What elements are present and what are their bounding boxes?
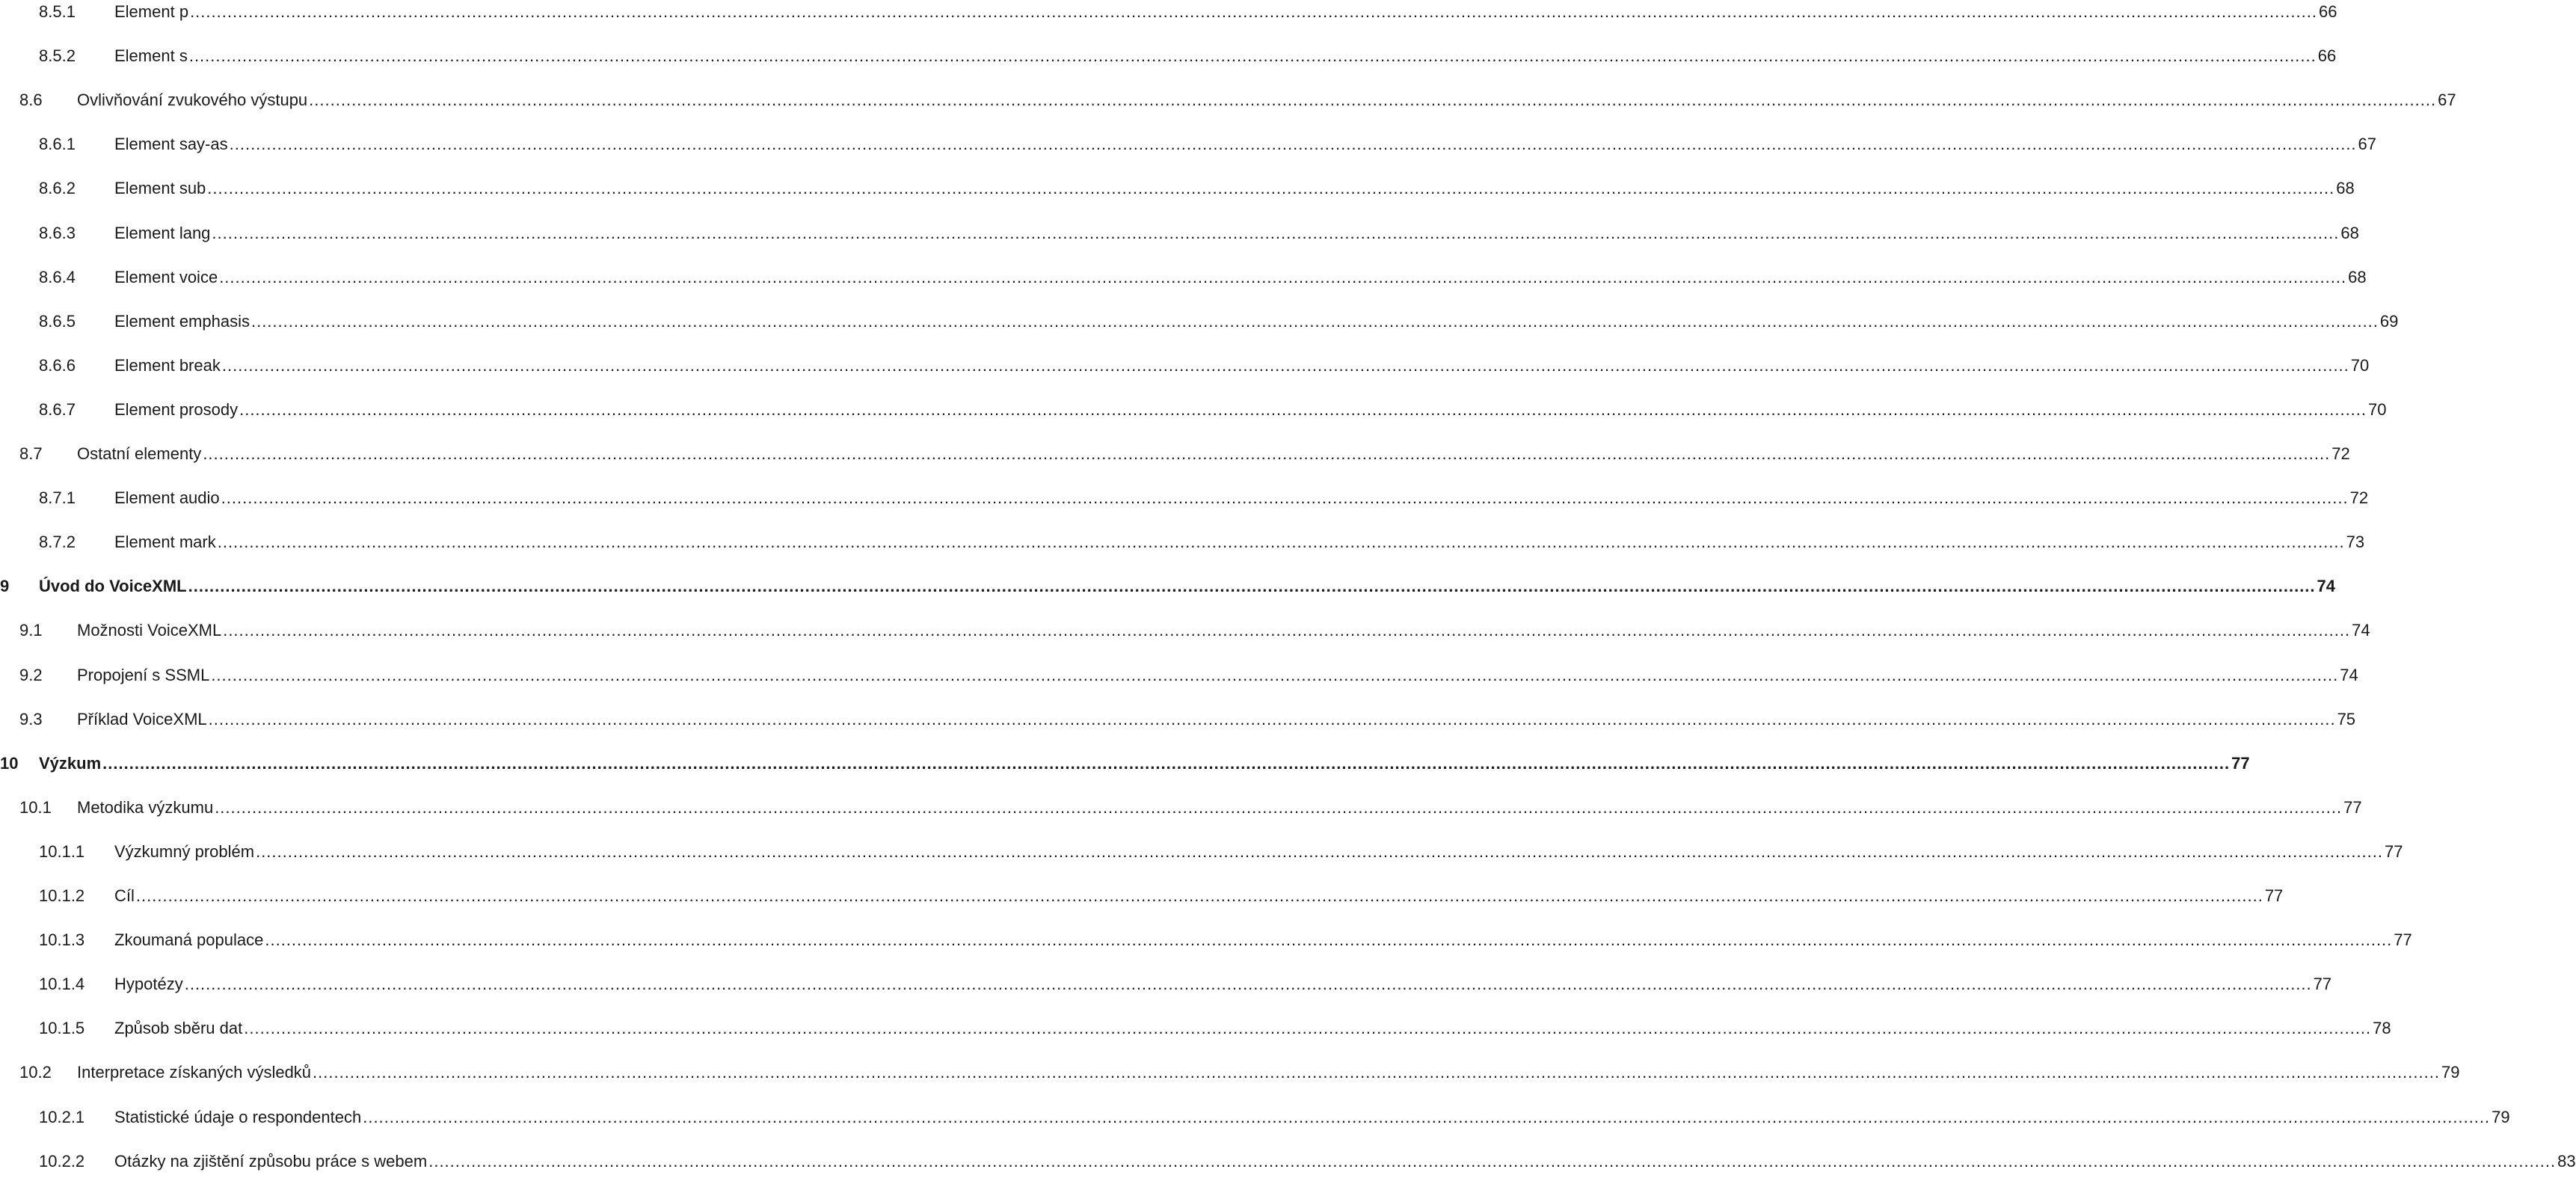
toc-entry-number: 9.2 (19, 665, 43, 684)
toc-entry-line (114, 1151, 2576, 1172)
toc-dot-leader: ................................................................................................................................................................................................................................................................................................................................................................................................................ (256, 841, 2383, 861)
toc-entry-page-number: 74 (2317, 577, 2336, 596)
toc-entry-page-number: 79 (2441, 1063, 2460, 1082)
toc-entry[interactable] (0, 841, 2403, 871)
toc-entry[interactable] (0, 930, 2412, 960)
toc-dot-leader: ................................................................................................................................................................................................................................................................................................................................................................................................................ (229, 135, 2357, 154)
toc-dot-leader: ................................................................................................................................................................................................................................................................................................................................................................................................................ (190, 2, 2317, 21)
toc-entry-line (114, 399, 2387, 420)
toc-dot-leader: ................................................................................................................................................................................................................................................................................................................................................................................................................ (208, 709, 2336, 728)
toc-entry-title: Element break (114, 355, 221, 375)
toc-entry-title: Ovlivňování zvukového výstupu (77, 91, 308, 110)
toc-entry[interactable] (0, 974, 2332, 1004)
toc-entry-number: 8.6.7 (39, 399, 76, 419)
toc-entry-title: Interpretace získaných výsledků (77, 1063, 312, 1082)
toc-entry-page-number: 77 (2231, 753, 2250, 773)
toc-entry[interactable] (0, 488, 2369, 518)
toc-dot-leader: ................................................................................................................................................................................................................................................................................................................................................................................................................ (223, 621, 2351, 640)
toc-entry-page-number: 77 (2343, 797, 2362, 817)
toc-dot-leader: ................................................................................................................................................................................................................................................................................................................................................................................................................ (221, 488, 2349, 508)
toc-entry-number: 10.1.3 (39, 930, 85, 950)
toc-entry-title: Element sub (114, 179, 206, 198)
toc-entry-page-number: 68 (2348, 267, 2367, 286)
toc-entry-number: 8.6.2 (39, 179, 76, 198)
toc-entry-number: 9 (0, 577, 10, 596)
toc-entry-line (77, 444, 2350, 464)
toc-entry-number: 8.7 (19, 444, 43, 463)
toc-entry[interactable] (0, 1062, 2460, 1092)
toc-dot-leader: ................................................................................................................................................................................................................................................................................................................................................................................................................ (363, 1107, 2491, 1126)
toc-dot-leader: ................................................................................................................................................................................................................................................................................................................................................................................................................ (428, 1151, 2557, 1171)
toc-dot-leader: ................................................................................................................................................................................................................................................................................................................................................................................................................ (215, 797, 2343, 817)
toc-entry-title: Ostatní elementy (77, 444, 202, 463)
toc-entry-title: Úvod do VoiceXML (39, 577, 187, 596)
toc-entry-line (77, 620, 2370, 641)
toc-entry[interactable] (0, 665, 2358, 695)
toc-entry-title: Možnosti VoiceXML (77, 621, 222, 640)
toc-entry[interactable] (0, 399, 2387, 429)
toc-entry-line (77, 1062, 2460, 1083)
toc-entry[interactable] (0, 1151, 2576, 1181)
toc-dot-leader: ................................................................................................................................................................................................................................................................................................................................................................................................................ (221, 355, 2349, 375)
toc-entry[interactable] (0, 444, 2350, 473)
toc-entry-number: 8.5.2 (39, 46, 76, 66)
toc-entry-page-number: 67 (2358, 135, 2377, 154)
toc-entry-line (114, 46, 2337, 67)
toc-entry-line (114, 223, 2359, 244)
toc-entry-number: 9.3 (19, 709, 43, 728)
toc-entry[interactable] (0, 134, 2377, 164)
toc-entry-page-number: 83 (2557, 1151, 2576, 1171)
toc-entry-page-number: 72 (2349, 488, 2369, 508)
toc-entry[interactable] (0, 267, 2367, 297)
toc-entry-number: 10 (0, 753, 19, 773)
toc-entry-line (114, 178, 2355, 199)
toc-dot-leader: ................................................................................................................................................................................................................................................................................................................................................................................................................ (184, 975, 2312, 994)
toc-entry-page-number: 72 (2331, 444, 2350, 463)
toc-entry-number: 8.5.1 (39, 2, 76, 21)
toc-entry[interactable] (0, 620, 2370, 650)
toc-entry-page-number: 70 (2350, 355, 2370, 375)
toc-entry[interactable] (0, 46, 2337, 76)
toc-dot-leader: ................................................................................................................................................................................................................................................................................................................................................................................................................ (309, 91, 2437, 110)
toc-entry[interactable] (0, 223, 2359, 253)
toc-entry[interactable] (0, 311, 2399, 341)
toc-entry-title: Element say-as (114, 135, 228, 154)
toc-dot-leader: ................................................................................................................................................................................................................................................................................................................................................................................................................ (244, 1019, 2372, 1038)
toc-entry-title: Element p (114, 2, 189, 21)
toc-entry-line (77, 709, 2356, 730)
toc-entry-line (114, 267, 2367, 288)
toc-entry-line (114, 974, 2332, 995)
toc-entry-line (114, 311, 2399, 332)
toc-entry-line (114, 355, 2370, 376)
toc-entry-title: Element audio (114, 488, 220, 508)
toc-entry[interactable] (0, 1, 2337, 31)
toc-entry-page-number: 77 (2313, 975, 2332, 994)
toc-entry-line (114, 886, 2284, 907)
toc-entry-title: Element s (114, 46, 188, 66)
toc-entry[interactable] (0, 1107, 2510, 1137)
toc-entry-page-number: 66 (2317, 46, 2337, 66)
toc-entry-line (77, 665, 2358, 686)
toc-dot-leader: ................................................................................................................................................................................................................................................................................................................................................................................................................ (313, 1063, 2440, 1082)
toc-entry-number: 10.1.4 (39, 975, 85, 994)
toc-entry[interactable] (0, 576, 2336, 606)
toc-entry-number: 10.1 (19, 797, 52, 817)
toc-entry-number: 8.7.2 (39, 533, 76, 552)
toc-entry-title: Hypotézy (114, 975, 183, 994)
toc-dot-leader: ................................................................................................................................................................................................................................................................................................................................................................................................................ (250, 311, 2379, 331)
toc-entry-number: 8.6.5 (39, 311, 76, 331)
toc-entry-title: Propojení s SSML (77, 665, 210, 684)
toc-dot-leader: ................................................................................................................................................................................................................................................................................................................................................................................................................ (207, 179, 2335, 198)
toc-dot-leader: ................................................................................................................................................................................................................................................................................................................................................................................................................ (265, 930, 2393, 950)
toc-entry-number: 10.1.1 (39, 841, 85, 861)
toc-entry[interactable] (0, 532, 2365, 562)
toc-entry-page-number: 79 (2492, 1107, 2510, 1126)
toc-entry-number: 10.2 (19, 1063, 52, 1082)
toc-entry-number: 8.6.1 (39, 135, 76, 154)
toc-dot-leader: ................................................................................................................................................................................................................................................................................................................................................................................................................ (239, 399, 2367, 419)
toc-entry-line (114, 1, 2337, 22)
toc-entry-line (114, 134, 2377, 155)
toc-entry-line (39, 753, 2250, 774)
toc-entry[interactable] (0, 178, 2355, 208)
toc-entry-page-number: 68 (2340, 223, 2359, 242)
toc-entry-number: 10.2.1 (39, 1107, 85, 1126)
toc-entry[interactable] (0, 1018, 2391, 1048)
toc-entry-number: 10.2.2 (39, 1151, 85, 1171)
toc-dot-leader: ................................................................................................................................................................................................................................................................................................................................................................................................................ (188, 46, 2317, 66)
toc-entry-line (77, 90, 2456, 111)
toc-entry-page-number: 74 (2340, 665, 2358, 684)
toc-dot-leader: ................................................................................................................................................................................................................................................................................................................................................................................................................ (212, 223, 2340, 242)
toc-entry-title: Cíl (114, 886, 135, 905)
toc-entry-title: Metodika výzkumu (77, 797, 214, 817)
toc-entry-title: Element emphasis (114, 311, 250, 331)
toc-entry-title: Zkoumaná populace (114, 930, 264, 950)
toc-entry-page-number: 75 (2337, 709, 2356, 728)
toc-entry-page-number: 73 (2346, 533, 2365, 552)
toc-entry-page-number: 66 (2318, 2, 2337, 21)
toc-entry-page-number: 77 (2264, 886, 2284, 905)
toc-entry-number: 10.1.5 (39, 1019, 85, 1038)
toc-entry-page-number: 78 (2373, 1019, 2391, 1038)
toc-entry-line (114, 841, 2403, 862)
toc-entry-title: Výzkum (39, 753, 102, 773)
toc-entry[interactable] (0, 886, 2284, 915)
toc-entry[interactable] (0, 709, 2356, 739)
toc-entry[interactable] (0, 90, 2456, 120)
toc-entry-line (114, 532, 2365, 553)
toc-dot-leader: ................................................................................................................................................................................................................................................................................................................................................................................................................ (217, 533, 2345, 552)
toc-entry-number: 9.1 (19, 621, 43, 640)
toc-entry-title: Příklad VoiceXML (77, 709, 207, 728)
toc-entry[interactable] (0, 355, 2370, 385)
toc-entry-title: Element prosody (114, 399, 239, 419)
toc-entry-number: 8.6.4 (39, 267, 76, 286)
toc-entry-page-number: 74 (2352, 621, 2370, 640)
toc-entry-title: Element voice (114, 267, 218, 286)
toc-dot-leader: ................................................................................................................................................................................................................................................................................................................................................................................................................ (203, 444, 2331, 463)
toc-dot-leader: ................................................................................................................................................................................................................................................................................................................................................................................................................ (135, 886, 2263, 905)
toc-dot-leader: ................................................................................................................................................................................................................................................................................................................................................................................................................ (219, 267, 2347, 286)
toc-dot-leader: ................................................................................................................................................................................................................................................................................................................................................................................................................ (188, 577, 2316, 596)
toc-entry-line (114, 930, 2412, 951)
toc-entry-number: 8.6 (19, 91, 43, 110)
toc-entry-number: 8.6.3 (39, 223, 76, 242)
toc-entry-title: Způsob sběru dat (114, 1019, 243, 1038)
toc-entry-number: 10.1.2 (39, 886, 85, 905)
toc-entry-title: Otázky na zjištění způsobu práce s webem (114, 1151, 428, 1171)
toc-entry-page-number: 70 (2368, 399, 2387, 419)
toc-entry-title: Statistické údaje o respondentech (114, 1107, 362, 1126)
toc-entry-page-number: 77 (2394, 930, 2412, 950)
toc-entry-title: Element lang (114, 223, 211, 242)
toc-entry-line (39, 576, 2336, 597)
toc-entry[interactable] (0, 797, 2362, 827)
toc-dot-leader: ................................................................................................................................................................................................................................................................................................................................................................................................................ (102, 753, 2231, 773)
toc-entry-title: Výzkumný problém (114, 841, 255, 861)
toc-dot-leader: ................................................................................................................................................................................................................................................................................................................................................................................................................ (211, 665, 2339, 684)
toc-entry[interactable] (0, 753, 2250, 783)
toc-entry-page-number: 68 (2336, 179, 2355, 198)
toc-entry-line (114, 1107, 2510, 1128)
toc-entry-page-number: 77 (2385, 841, 2403, 861)
toc-entry-line (114, 1018, 2391, 1039)
toc-entry-line (77, 797, 2362, 818)
toc-entry-number: 8.7.1 (39, 488, 76, 508)
toc-entry-line (114, 488, 2369, 509)
toc-entry-page-number: 69 (2379, 311, 2399, 331)
toc-entry-number: 8.6.6 (39, 355, 76, 375)
toc-entry-title: Element mark (114, 533, 216, 552)
toc-entry-page-number: 67 (2438, 91, 2456, 110)
